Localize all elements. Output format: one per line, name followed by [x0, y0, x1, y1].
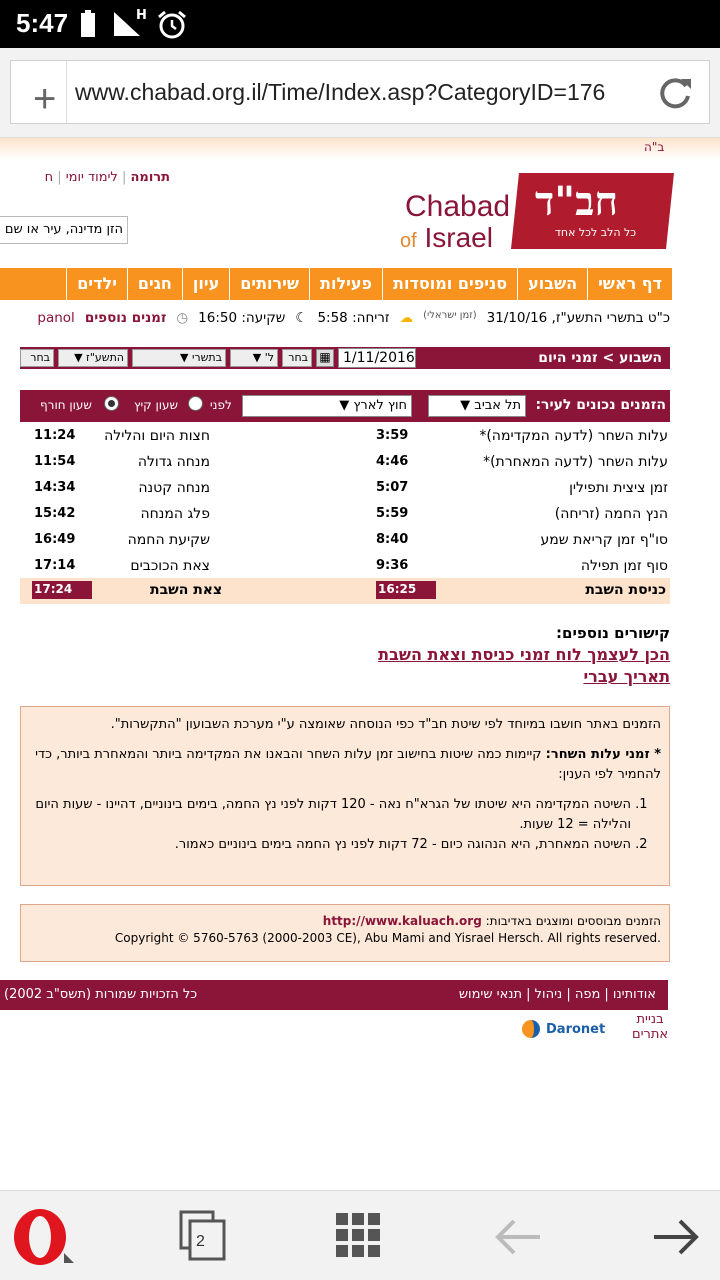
time-value: 16:49: [34, 532, 76, 547]
more-times-link[interactable]: זמנים נוספים: [84, 310, 167, 326]
times-header-bar: [20, 347, 670, 369]
link-more[interactable]: ח: [44, 170, 54, 185]
link-daily-study[interactable]: לימוד יומי: [65, 170, 118, 185]
network-type: H: [136, 8, 147, 23]
back-arrow-icon[interactable]: [492, 1217, 544, 1257]
moon-icon: ☾: [295, 310, 308, 326]
calendar-icon[interactable]: ▦: [316, 349, 334, 367]
address-bar[interactable]: [10, 60, 710, 124]
time-label: חצות היום והלילה: [104, 428, 210, 444]
time-label: מנחה גדולה: [137, 454, 210, 470]
time-label: מנחה קטנה: [138, 480, 210, 496]
winter-time-label: שעון חורף: [40, 398, 92, 412]
note-item: 2. השיטה המאחרת, היא הנהוגה כיום - 72 דקות לפני נץ החמה בימים בינוניים כאמור.: [29, 835, 631, 855]
shabbat-out-value: 17:24: [32, 581, 92, 599]
alarm-icon: [156, 9, 188, 41]
nav-activity[interactable]: פעילות: [309, 268, 382, 300]
nav-week[interactable]: השבוע: [517, 268, 587, 300]
web-page: [0, 138, 720, 1190]
note-item: 1. השיטה המקדימה היא שיטתו של הגרא"ח נאה - 120 דקות לפני נץ החמה, בימים בינוניים, דהיינו - שעות היום והלילה = 12 שעות.: [29, 795, 631, 835]
link-donation[interactable]: תרומה: [130, 170, 170, 185]
time-label: סו"ף זמן קריאת שמע: [540, 532, 668, 548]
opera-icon[interactable]: [12, 1207, 74, 1269]
summer-time-label: שעון קיץ: [134, 398, 179, 412]
time-value: 14:34: [34, 480, 76, 495]
note-paragraph: * זמני עלות השחר: קיימות כמה שיטות בחישוב זמן עלות השחר והבאנו את המקדימה ביותר והמאחרת ביותר, כדי להחמיר לפי הענין:: [35, 747, 661, 782]
kaluach-link[interactable]: http://www.kaluach.org: [322, 914, 482, 928]
city-select[interactable]: תל אביב ▼: [428, 395, 526, 417]
browser-bottom-bar: [0, 1190, 720, 1280]
site-footer: [0, 980, 668, 1010]
go-button-1[interactable]: בחר: [282, 349, 312, 367]
browser-toolbar: [0, 48, 720, 138]
time-label: זמן ציצית ותפילין: [569, 480, 668, 496]
bh-mark: ב"ה: [644, 140, 665, 154]
nav-services[interactable]: שירותים: [229, 268, 309, 300]
day-select[interactable]: ל' ▼: [230, 349, 278, 367]
winter-time-radio[interactable]: [104, 396, 119, 411]
site-credit[interactable]: בניית אתרים: [632, 1012, 669, 1042]
url-text[interactable]: www.chabad.org.il/Time/Index.asp?CategoryID=176: [75, 79, 606, 105]
time-value: 17:14: [34, 558, 76, 573]
time-label: סוף זמן תפילה: [580, 558, 668, 574]
logo-israel-text: of Israel: [400, 222, 493, 253]
note-paragraph: הזמנים באתר חושבו במיוחד לפי שיטת חב"ד כפי הנוסחה שאומצה ע"י מערכת השבועון "התקשרות".: [110, 717, 661, 732]
page-title: השבוע > זמני היום: [538, 350, 662, 366]
hebrew-date: כ"ט בתשרי התשע"ז, 31/10/16: [486, 310, 670, 326]
shabbat-in-value: 16:25: [376, 581, 436, 599]
hebrew-date-link[interactable]: תאריך עברי: [583, 667, 670, 686]
time-value: 15:42: [34, 506, 76, 521]
links-title: קישורים נוספים:: [556, 624, 670, 642]
nav-kids[interactable]: ילדים: [66, 268, 127, 300]
time-label: צאת הכוכבים: [130, 558, 210, 574]
time-label: הנץ החמה (זריחה): [554, 506, 668, 522]
panol-link[interactable]: panol: [37, 310, 75, 326]
city-label: הזמנים נכונים לעיר:: [535, 397, 666, 413]
region-select[interactable]: חוץ לארץ ▼: [242, 395, 412, 417]
logo-hebrew: חב"ד: [535, 178, 619, 225]
footer-copyright: כל הזכויות שמורות (תשס"ב 2002): [4, 987, 198, 1002]
daronet-logo-icon: [522, 1020, 540, 1038]
logo-chabad-text: Chabad: [405, 190, 511, 223]
time-label: עלות השחר (לדעה המקדימה)*: [479, 428, 668, 444]
shabbat-calendar-link[interactable]: הכן לעצמך לוח זמני כניסת וצאת השבת: [378, 645, 670, 664]
time-value: 11:54: [34, 454, 76, 469]
explanation-note: [20, 706, 670, 886]
sunrise-text: זריחה: 5:58: [317, 310, 390, 326]
status-bar: [0, 0, 720, 48]
logo-tagline: כל הלב לכל אחד: [554, 226, 637, 239]
footer-links[interactable]: אודותינו | מפה | ניהול | תנאי שימוש: [458, 987, 656, 1002]
grid-icon[interactable]: [336, 1213, 382, 1259]
go-button-2[interactable]: בחר: [20, 349, 54, 367]
month-select[interactable]: בתשרי ▼: [132, 349, 226, 367]
battery-icon: [78, 10, 98, 38]
before-label: לפני: [210, 398, 232, 412]
credits-text: הזמנים מבוססים ומוצגים באדיבות:: [485, 914, 661, 928]
date-input[interactable]: 1/11/2016: [338, 348, 416, 368]
city-selector-bar: [20, 390, 670, 422]
credits-box: [20, 904, 670, 962]
time-label: שקיעת החמה: [127, 532, 210, 548]
status-time: 5:47: [16, 8, 69, 38]
time-value: 9:36: [376, 558, 409, 573]
daronet-brand[interactable]: Daronet: [546, 1022, 606, 1037]
copyright-text: Copyright © 5760-5763 (2000-2003 CE), Abu Mami and Yisrael Hersch. All rights reserved.: [114, 931, 661, 945]
time-value: 8:40: [376, 532, 409, 547]
main-nav: [0, 268, 672, 300]
time-value: 5:59: [376, 506, 409, 521]
plus-icon[interactable]: +: [33, 77, 57, 121]
shabbat-in-label: כניסת השבת: [585, 582, 666, 598]
shabbat-out-label: צאת השבת: [150, 582, 223, 598]
time-label: עלות השחר (לדעה המאחרת)*: [483, 454, 668, 470]
clock-icon: ◷: [176, 310, 189, 326]
site-search-input[interactable]: הזן מדינה, עיר או שם: [0, 216, 128, 244]
time-value: 4:46: [376, 454, 409, 469]
date-info-row: [0, 310, 670, 326]
time-value: 5:07: [376, 480, 409, 495]
nav-branches[interactable]: סניפים ומוסדות: [382, 268, 517, 300]
time-value: 3:59: [376, 428, 409, 443]
sun-icon: ☁: [399, 310, 414, 326]
nav-holidays[interactable]: חגים: [127, 268, 182, 300]
reload-icon[interactable]: [657, 75, 693, 111]
forward-arrow-icon[interactable]: [650, 1217, 702, 1257]
shabbat-row: [20, 578, 670, 604]
nav-home[interactable]: דף ראשי: [587, 268, 672, 300]
tab-count: 2: [196, 1233, 205, 1250]
time-label: פלג המנחה: [140, 506, 210, 522]
sunset-text: שקיעה: 16:50: [198, 310, 286, 326]
israel-time-note: (זמן ישראלי): [423, 310, 477, 321]
year-select[interactable]: התשע"ז ▼: [58, 349, 128, 367]
top-links: תרומה | לימוד יומי | ח: [44, 170, 170, 185]
nav-study[interactable]: עיון: [182, 268, 229, 300]
time-value: 11:24: [34, 428, 76, 443]
summer-time-radio[interactable]: [188, 396, 203, 411]
